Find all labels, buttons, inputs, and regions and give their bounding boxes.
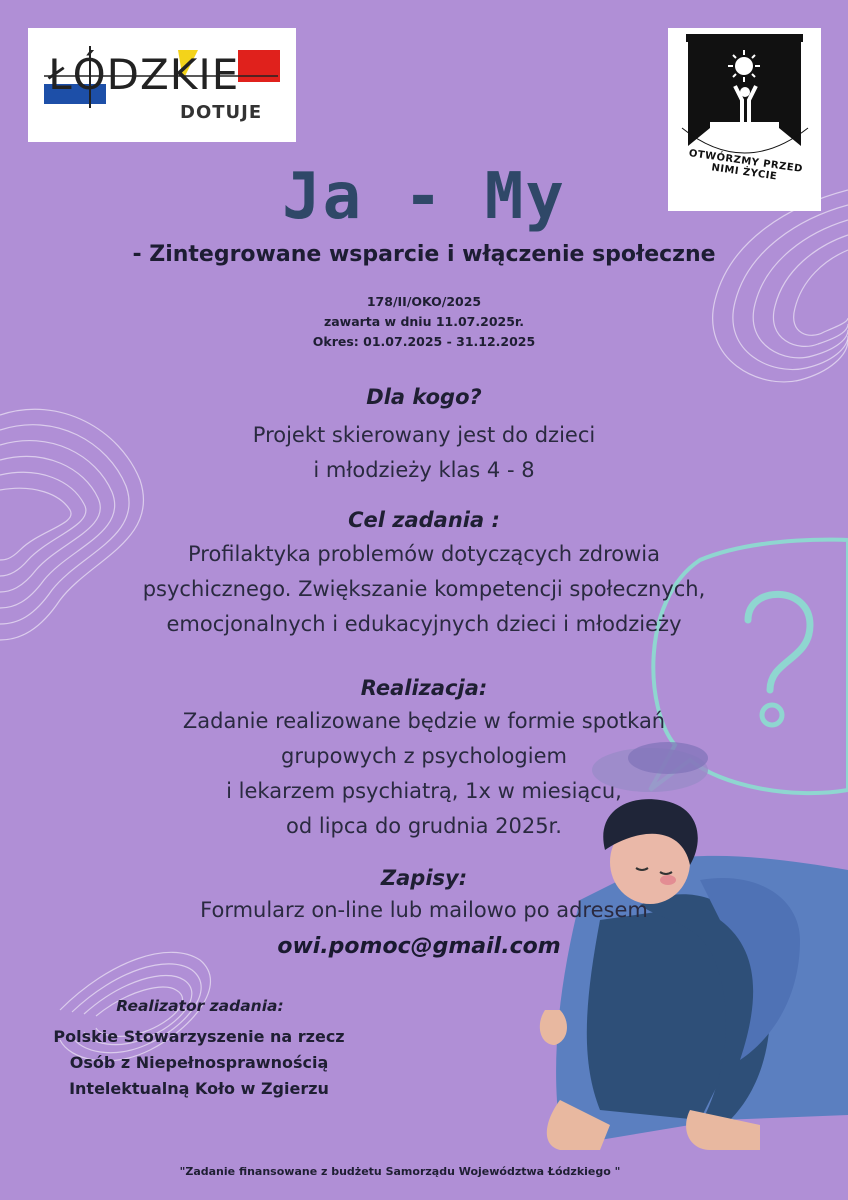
section-line: emocjonalnych i edukacyjnych dzieci i młodzieży <box>166 612 682 636</box>
page-title: Ja - My <box>282 160 566 234</box>
funding-footer: "Zadanie finansowane z budżetu Samorządu Województwa Łódzkiego " <box>179 1165 621 1178</box>
section-line: Profilaktyka problemów dotyczących zdrowia <box>187 542 661 566</box>
otworzmy-motto: OTWÓRZMY PRZED NIMI ŻYCIE <box>688 148 804 183</box>
section-line: grupowych z psychologiem <box>281 744 567 768</box>
section-heading-cel: Cel zadania : <box>348 508 500 532</box>
lodzkie-subtitle: DOTUJE <box>180 102 263 123</box>
section-body-dla-kogo <box>0 418 848 488</box>
section-body-realizacja <box>0 704 848 844</box>
agreement-number: 178/II/OKO/2025 <box>366 294 482 309</box>
organizer-heading: Realizator zadania: <box>116 997 284 1015</box>
page-subtitle: - Zintegrowane wsparcie i włączenie społeczne <box>132 242 716 267</box>
lodzkie-wordmark: ŁÓDZKIE <box>48 50 240 99</box>
section-line: Projekt skierowany jest do dzieci <box>252 423 596 447</box>
section-line: i młodzieży klas 4 - 8 <box>313 458 535 482</box>
section-body-cel <box>0 537 848 642</box>
agreement-info <box>0 292 848 352</box>
organizer-name <box>24 1024 374 1102</box>
agreement-period: Okres: 01.07.2025 - 31.12.2025 <box>312 334 536 349</box>
section-line: od lipca do grudnia 2025r. <box>286 814 562 838</box>
section-line: i lekarzem psychiatrą, 1x w miesiącu, <box>226 779 622 803</box>
organizer-line: Osób z Niepełnosprawnością <box>69 1053 329 1072</box>
section-line: psychicznego. Zwiększanie kompetencji społecznych, <box>142 577 706 601</box>
organizer-line: Intelektualną Koło w Zgierzu <box>69 1079 329 1098</box>
section-heading-zapisy: Zapisy: <box>380 866 468 890</box>
contact-email-link[interactable]: owi.pomoc@gmail.com <box>277 934 561 959</box>
agreement-date: zawarta w dniu 11.07.2025r. <box>323 314 525 329</box>
section-line: Formularz on-line lub mailowo po adresem <box>200 898 648 922</box>
section-line: Zadanie realizowane będzie w formie spotkań <box>182 709 666 733</box>
organizer-line: Polskie Stowarzyszenie na rzecz <box>53 1027 345 1046</box>
section-heading-realizacja: Realizacja: <box>360 676 488 700</box>
section-heading-dla-kogo: Dla kogo? <box>366 385 482 409</box>
section-body-zapisy <box>0 893 848 928</box>
